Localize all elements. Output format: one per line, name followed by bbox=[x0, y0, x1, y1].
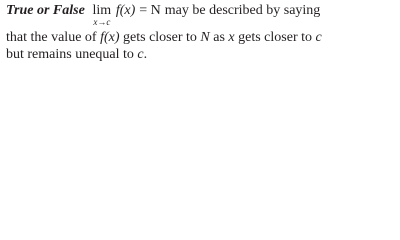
lim-word: lim bbox=[92, 3, 112, 18]
line2-x: x bbox=[228, 30, 235, 45]
limit-expression bbox=[91, 3, 113, 27]
line2-N: N bbox=[200, 30, 210, 45]
line2-fx: f(x) bbox=[100, 30, 120, 45]
line2-text-d: gets closer to bbox=[238, 30, 312, 45]
problem-line-3 bbox=[6, 46, 396, 63]
function-fx: f(x) bbox=[115, 3, 136, 18]
line2-text-c: as bbox=[213, 30, 225, 45]
problem-line-1 bbox=[6, 3, 396, 29]
line2-text-a: that the value of bbox=[6, 30, 97, 45]
problem-statement bbox=[6, 3, 396, 63]
line1-tail: may be described by saying bbox=[164, 3, 321, 18]
equals-N: = N bbox=[139, 3, 161, 18]
line3-c: c bbox=[137, 47, 144, 62]
line3-text-a: but remains unequal to bbox=[6, 47, 134, 62]
line2-c: c bbox=[315, 30, 322, 45]
problem-line-2 bbox=[6, 29, 396, 46]
line3-period: . bbox=[143, 47, 148, 62]
lim-subscript: x→c bbox=[93, 17, 111, 27]
line2-text-b: gets closer to bbox=[123, 30, 197, 45]
true-or-false-label: True or False bbox=[6, 3, 85, 18]
